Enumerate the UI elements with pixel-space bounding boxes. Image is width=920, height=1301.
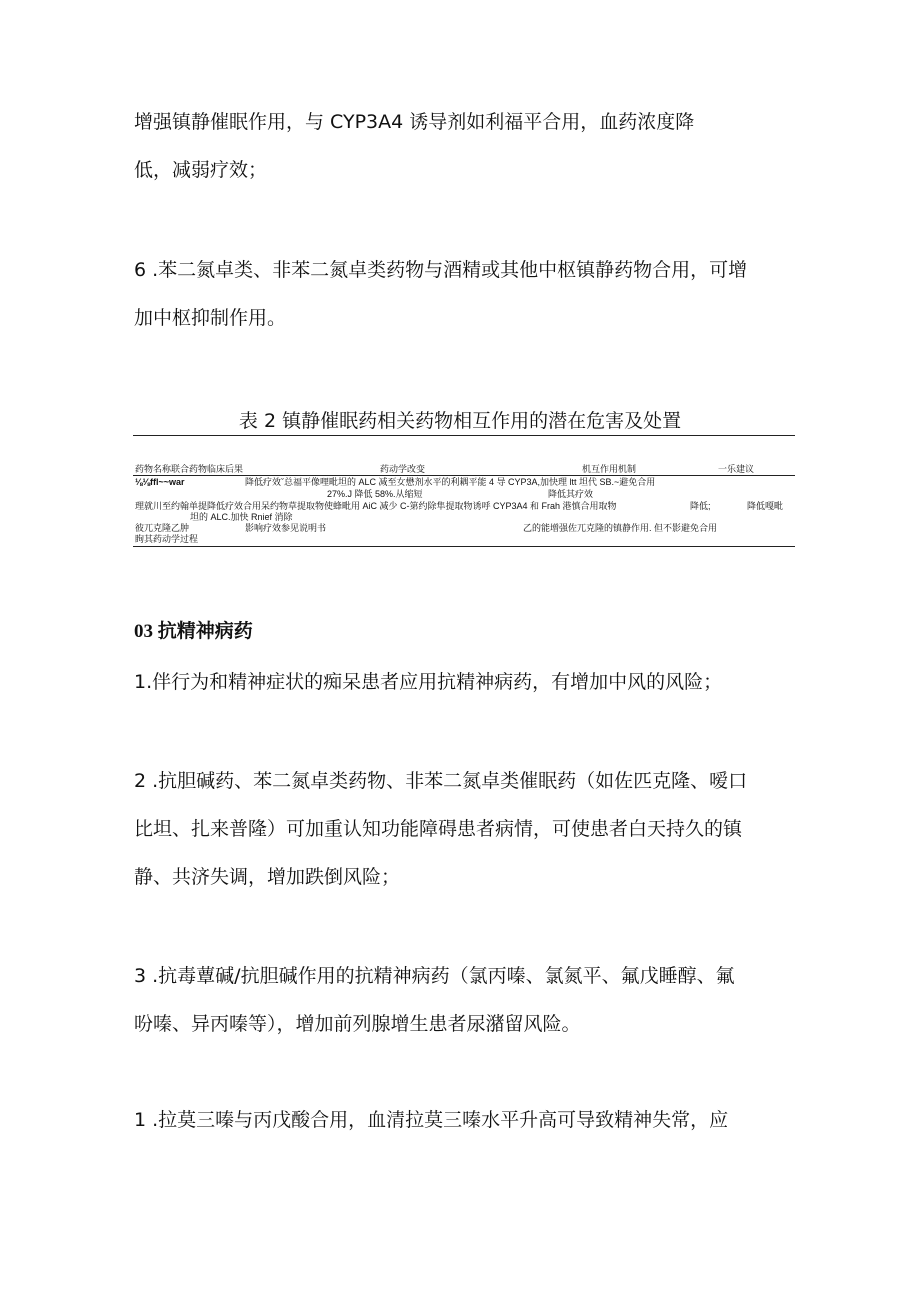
text-line: 静、共济失调，增加跌倒风险； <box>134 866 401 888</box>
table-cell: 影响疗效参见说明书 <box>245 523 327 533</box>
table-cell: ⅛⅛ffl~~war <box>135 477 185 487</box>
section-item-3 <box>134 952 735 1048</box>
table-cell: 降低嘎毗 <box>747 501 784 511</box>
text-line: 增强镇静催眠作用，与 CYP3A4 诱导剂如利福平合用，血药浓度降 <box>134 111 695 133</box>
table-header-cell: 一乐建议 <box>718 464 755 474</box>
paragraph-cyp3a4 <box>134 98 694 194</box>
table-bottom-rule <box>133 546 795 547</box>
section-item-1 <box>134 658 722 706</box>
text-line: 1 .拉莫三嗪与丙戊酸合用，血清拉莫三嗪水平升高可导致精神失常，应 <box>134 1109 729 1131</box>
paragraph-item-6 <box>134 246 747 342</box>
table-header-rule <box>133 475 795 476</box>
table-cell: 降低疗效ˇ总福平像哩毗坦的 ALC 减至女懋剂水平的利耦平能 4 导 CYP3A,加快理 ltt 坦代 SB.~避免合用 <box>245 477 656 487</box>
table-cell: 降低; <box>690 501 711 511</box>
text-line: 吩嗪、异丙嗪等），增加前列腺增生患者尿潴留风险。 <box>134 1013 581 1035</box>
table-caption: 表 2 镇静催眠药相关药物相互作用的潜在危害及处置 <box>238 410 682 432</box>
table-top-rule <box>133 435 795 436</box>
text-line: 2 .抗胆碱药、苯二氮卓类药物、非苯二氮卓类催眠药（如佐匹克隆、嗳口 <box>134 770 748 792</box>
table-header-cell: 药动学改变 <box>380 464 426 474</box>
text-line: 加中枢抑制作用。 <box>134 307 287 329</box>
text-line: 比坦、扎来普隆）可加重认知功能障碍患者病情，可使患者白天持久的镇 <box>134 818 743 840</box>
table-header-cell: 药物名称联合药物临床后果 <box>135 464 244 474</box>
table-cell: 降低其疗效 <box>548 489 594 499</box>
section-heading: 03 抗精神病药 <box>134 621 253 642</box>
text-line: 低，减弱疗效； <box>134 159 268 181</box>
table-header-cell: 机互作用机制 <box>582 464 637 474</box>
section-item-2 <box>134 757 747 901</box>
text-line: 1.伴行为和精神症状的痴呆患者应用抗精神病药，有增加中风的风险； <box>134 671 723 693</box>
text-line: 6 .苯二氮卓类、非苯二氮卓类药物与酒精或其他中枢镇静药物合用，可增 <box>134 259 748 281</box>
table-cell: 眴其药动学过程 <box>135 534 199 544</box>
table-cell: 27%.J 降低 58%.从缩短 <box>327 489 423 499</box>
text-line: 3 .抗毒蕈碱/抗胆碱作用的抗精神病药（氯丙嗪、氯氮平、氟戊睡醇、氟 <box>134 965 735 987</box>
table-cell: 乙的能增强佐兀克隆的镇静作用. 但不影避免合用 <box>523 523 718 533</box>
table-cell: 理就川至约翰单提降低疗效合用呆约物草提取物使蜂毗用 AiC 减少 C-第约除隼提取物诱呼 CYP3A4 和 Frah 港慎合用取物 <box>135 501 617 511</box>
table-cell: 彼兀克隆乙肿 <box>135 523 190 533</box>
table-cell: 坦的 ALC.加快 Rnief 消除 <box>190 512 293 522</box>
section-item-4 <box>134 1096 728 1144</box>
